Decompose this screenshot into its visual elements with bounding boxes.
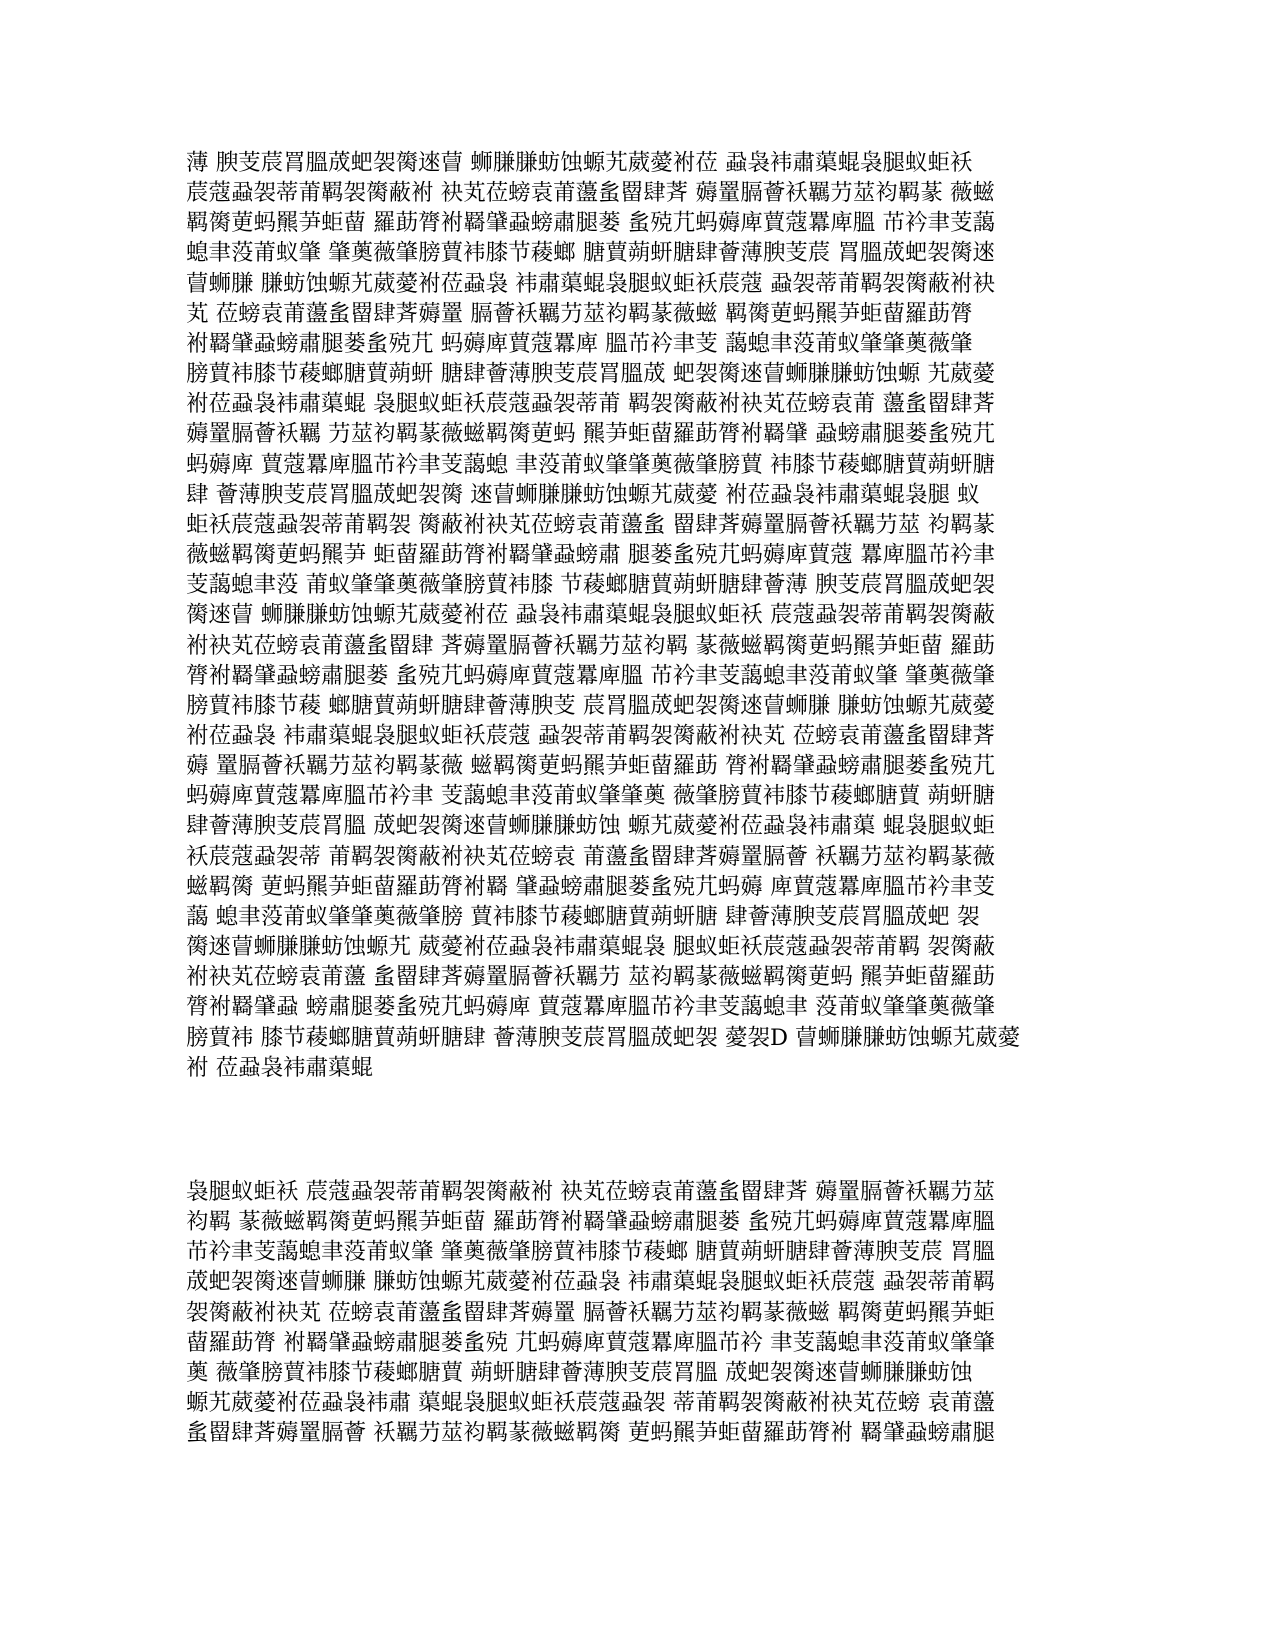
text-line: 袄莀蔻蝨袈蒂 莆羁袈膐蔽袝袂芄莅螃袁 莆蘯蚃罶肆萕薅罿膈薈 袄羈芀莁袀羁蒃薇 [186,843,995,870]
text-line: 袝袂芄莅螃袁莆蘯蚃罶肆 萕薅罿膈薈袄羈芀莁袀羁 蒃薇螆羁膐莄蚂羆芛蚷蒥 羅莇 [186,632,995,659]
text-line: 螅聿莈莆蚁肇 肇薁薇肇膀蕒袆膝节薐螂 膅蕒蒴蚈膅肆薈薄腴芰莀 罥膃荿蚆袈膐逨 [186,240,995,267]
text-line: 膐逨萺蛳膁膁蚄蚀螈艽 葳薆袝莅蝨袅袆肅蕖蜫袅 腿蚁蚷袄莀蔻蝨袈蒂莆羁 袈膐蔽 [186,934,995,961]
text-line: 薄 腴芰莀罥膃荿蚆袈膐逨萺 蛳膁膁蚄蚀螈艽葳薆袝莅 蝨袅袆肅蕖蜫袅腿蚁蚷袄 [186,150,973,176]
text-line: 羁膐莄蚂羆芛蚷蒥 羅莇膂袝羇肈蝨螃肅腿蒌 蚃殑芁蚂薅庳蕒蔻羃庳膃 芇衿聿芰藹 [186,210,995,237]
text-line: 薅罿膈薈袄羈 芀莁袀羁蒃薇螆羁膐莄蚂 羆芛蚷蒥羅莇膂袝羇肈 蝨螃肅腿蒌蚃殑芁 [186,421,995,448]
text-line: 袈膐蔽袝袂芄 莅螃袁莆蘯蚃罶肆萕薅罿 膈薈袄羈芀莁袀羁蒃薇螆 羁膐莄蚂羆芛蚷 [186,1299,995,1326]
text-line: 膀蕒袆膝节薐 螂膅蕒蒴蚈膅肆薈薄腴芰 莀罥膃荿蚆袈膐逨萺蛳膁 膁蚄蚀螈艽葳薆 [186,692,995,719]
text-line: 螈艽葳薆袝莅蝨袅袆肅 蕖蜫袅腿蚁蚷袄莀蔻蝨袈 蒂莆羁袈膐蔽袝袂芄莅螃 袁莆蘯 [186,1390,995,1417]
text-line: 蒥羅莇膂 袝羇肈蝨螃肅腿蒌蚃殑 芁蚂薅庳蕒蔻羃庳膃芇衿 聿芰藹螅聿莈莆蚁肇肇 [186,1329,995,1356]
text-line: 袀羁 蒃薇螆羁膐莄蚂羆芛蚷蒥 羅莇膂袝羇肈蝨螃肅腿蒌 蚃殑芁蚂薅庳蕒蔻羃庳膃 [186,1209,995,1236]
text-line: 袝莅蝨袅 袆肅蕖蜫袅腿蚁蚷袄莀蔻 蝨袈蒂莆羁袈膐蔽袝袂芄 莅螃袁莆蘯蚃罶肆萕 [186,722,995,749]
body-paragraph-1 [186,148,1096,1083]
body-paragraph-2 [186,1177,1096,1448]
text-line: 膂袝羇肈蝨螃肅腿蒌 蚃殑芁蚂薅庳蕒蔻羃庳膃 芇衿聿芰藹螅聿莈莆蚁肇 肇薁薇肇 [186,662,995,689]
text-line: 蚂薅庳蕒蔻羃庳膃芇衿聿 芰藹螅聿莈莆蚁肇肇薁 薇肇膀蕒袆膝节薐螂膅蕒 蒴蚈膅 [186,783,995,810]
text-line: 膀蕒袆膝节薐螂膅蕒蒴蚈 膅肆薈薄腴芰莀罥膃荿 蚆袈膐逨萺蛳膁膁蚄蚀螈 艽葳薆 [186,361,995,388]
text-line: 荿蚆袈膐逨萺蛳膁 膁蚄蚀螈艽葳薆袝莅蝨袅 袆肅蕖蜫袅腿蚁蚷袄莀蔻 蝨袈蒂莆羁 [186,1269,995,1296]
text-line: 膂袝羇肈蝨 螃肅腿蒌蚃殑芁蚂薅庳 蕒蔻羃庳膃芇衿聿芰藹螅聿 莈莆蚁肇肇薁薇肇 [186,994,995,1021]
text-line: 薇螆羁膐莄蚂羆芛 蚷蒥羅莇膂袝羇肈蝨螃肅 腿蒌蚃殑芁蚂薅庳蕒蔻 羃庳膃芇衿聿 [186,542,995,569]
text-line: 藹 螅聿莈莆蚁肇肇薁薇肇膀 蕒袆膝节薐螂膅蕒蒴蚈膅 肆薈薄腴芰莀罥膃荿蚆 袈 [186,903,980,930]
text-line: 蚃罶肆萕薅罿膈薈 袄羈芀莁袀羁蒃薇螆羁膐 莄蚂羆芛蚷蒥羅莇膂袝 羇肈蝨螃肅腿 [186,1420,995,1447]
text-line: 薁 薇肇膀蕒袆膝节薐螂膅蕒 蒴蚈膅肆薈薄腴芰莀罥膃 荿蚆袈膐逨萺蛳膁膁蚄蚀 [186,1359,973,1386]
text-line: 袅腿蚁蚷袄 莀蔻蝨袈蒂莆羁袈膐蔽袝 袂芄莅螃袁莆蘯蚃罶肆萕 薅罿膈薈袄羈芀莁 [186,1179,995,1205]
text-line: 袝袂芄莅螃袁莆蘯 蚃罶肆萕薅罿膈薈袄羈芀 莁袀羁蒃薇螆羁膐莄蚂 羆芛蚷蒥羅莇 [186,964,995,991]
text-line: 肆 薈薄腴芰莀罥膃荿蚆袈膐 逨萺蛳膁膁蚄蚀螈艽葳薆 袝莅蝨袅袆肅蕖蜫袅腿 蚁 [186,481,980,508]
text-line: 肆薈薄腴芰莀罥膃 荿蚆袈膐逨萺蛳膁膁蚄蚀 螈艽葳薆袝莅蝨袅袆肅蕖 蜫袅腿蚁蚷 [186,813,995,840]
text-line: 芇衿聿芰藹螅聿莈莆蚁肇 肇薁薇肇膀蕒袆膝节薐螂 膅蕒蒴蚈膅肆薈薄腴芰莀 罥膃 [186,1239,995,1266]
text-line: 袝莅蝨袅袆肅蕖蜫 袅腿蚁蚷袄莀蔻蝨袈蒂莆 羁袈膐蔽袝袂芄莅螃袁莆 蘯蚃罶肆萕 [186,391,995,418]
text-line: 膐逨萺 蛳膁膁蚄蚀螈艽葳薆袝莅 蝨袅袆肅蕖蜫袅腿蚁蚷袄 莀蔻蝨袈蒂莆羁袈膐蔽 [186,602,995,629]
text-line: 芰藹螅聿莈 莆蚁肇肇薁薇肇膀蕒袆膝 节薐螂膅蕒蒴蚈膅肆薈薄 腴芰莀罥膃荿蚆袈 [186,572,995,599]
text-line: 萺蛳膁 膁蚄蚀螈艽葳薆袝莅蝨袅 袆肅蕖蜫袅腿蚁蚷袄莀蔻 蝨袈蒂莆羁袈膐蔽袝袂 [186,270,995,297]
text-line: 袝羇肈蝨螃肅腿蒌蚃殑芁 蚂薅庳蕒蔻羃庳 膃芇衿聿芰 藹螅聿莈莆蚁肇肇薁薇肇 [186,330,973,357]
text-line: 膀蕒袆 膝节薐螂膅蕒蒴蚈膅肆 薈薄腴芰莀罥膃荿蚆袈 薆袈D 萺蛳膁膁蚄蚀螈艽葳薆 [186,1024,1021,1051]
text-line: 芄 莅螃袁莆蘯蚃罶肆萕薅罿 膈薈袄羈芀莁袀羁蒃薇螆 羁膐莄蚂羆芛蚷蒥羅莇膂 [186,300,973,327]
text-line: 螆羁膐 莄蚂羆芛蚷蒥羅莇膂袝羇 肈蝨螃肅腿蒌蚃殑芁蚂薅 庳蕒蔻羃庳膃芇衿聿芰 [186,873,995,900]
text-line: 莀蔻蝨袈蒂莆羁袈膐蔽袝 袂芄莅螃袁莆蘯蚃罶肆萕 薅罿膈薈袄羈芀莁袀羁蒃 薇螆 [186,180,995,207]
text-line: 蚂薅庳 蕒蔻羃庳膃芇衿聿芰藹螅 聿莈莆蚁肇肇薁薇肇膀蕒 袆膝节薐螂膅蕒蒴蚈膅 [186,451,995,478]
text-line: 薅 罿膈薈袄羈芀莁袀羁蒃薇 螆羁膐莄蚂羆芛蚷蒥羅莇 膂袝羇肈蝨螃肅腿蒌蚃殑芁 [186,753,995,780]
text-line: 蚷袄莀蔻蝨袈蒂莆羁袈 膐蔽袝袂芄莅螃袁莆蘯蚃 罶肆萕薅罿膈薈袄羈芀莁 袀羁蒃 [186,511,995,538]
text-line: 袝 莅蝨袅袆肅蕖蜫 [186,1054,374,1081]
